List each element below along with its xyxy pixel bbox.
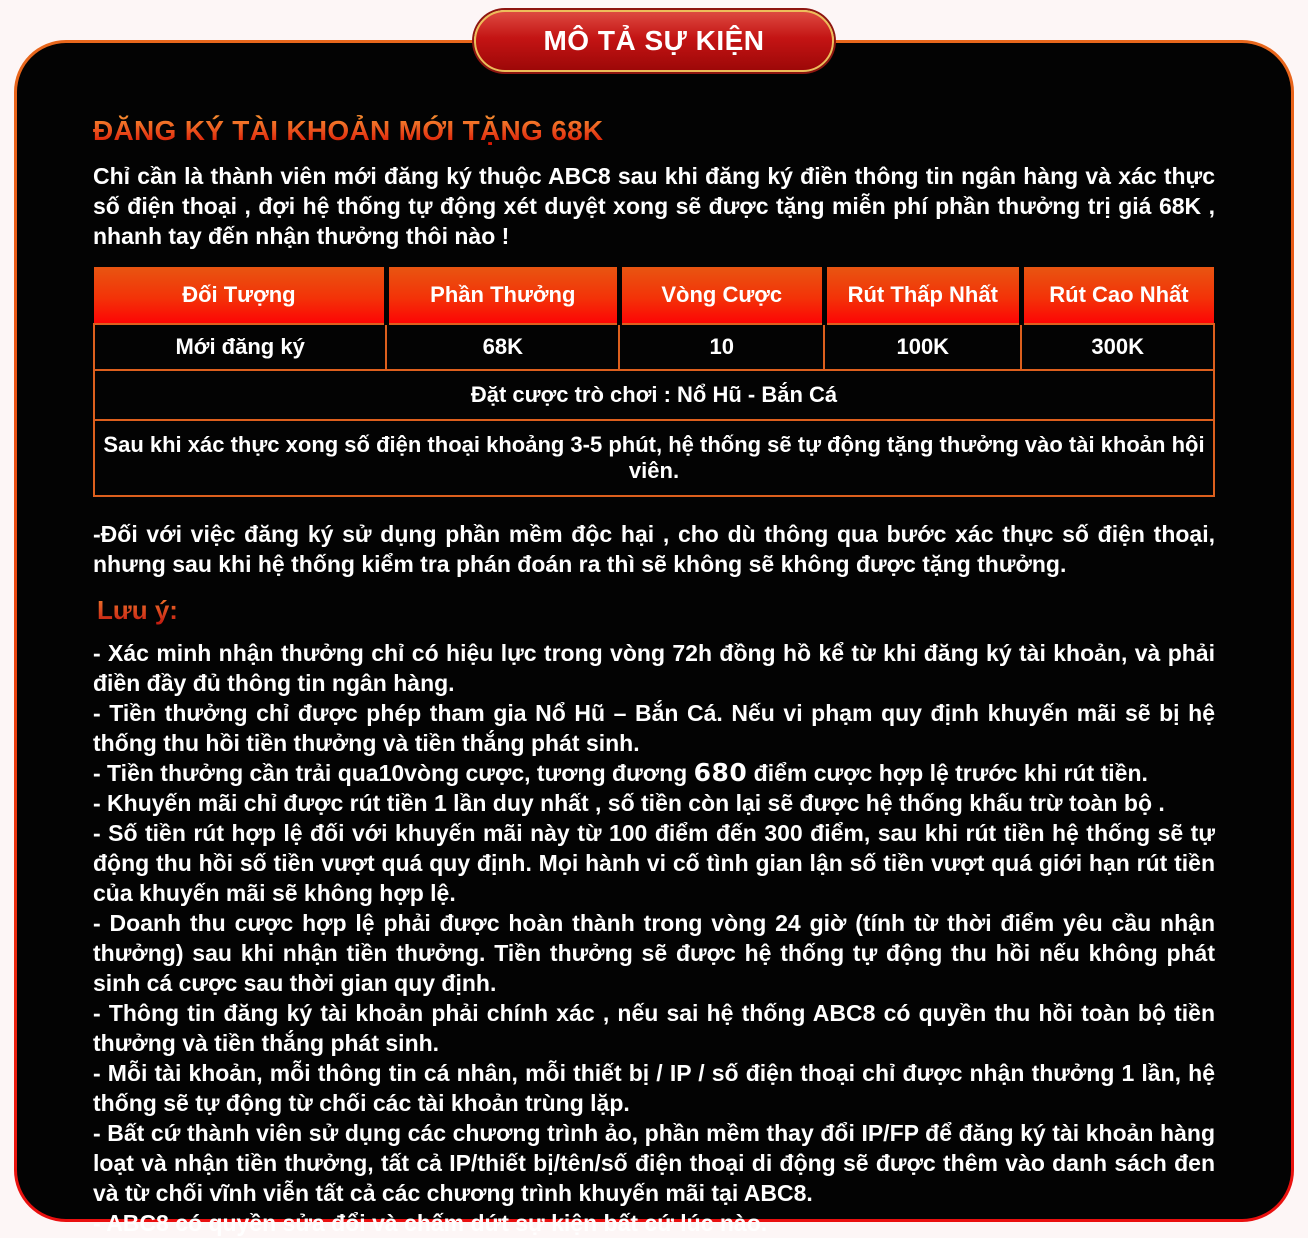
malware-warning: -Đối với việc đăng ký sử dụng phần mềm độc hại , cho dù thông qua bước xác thực số điện thoại, nhưng sau khi hệ thống kiểm tra phán đoán ra thì sẽ không sẽ không được tặng thưởng.	[93, 521, 1215, 577]
promo-intro: Chỉ cần là thành viên mới đăng ký thuộc ABC8 sau khi đăng ký điền thông tin ngân hàng và xác thực số điện thoại , đợi hệ thống tự động xét duyệt xong sẽ được tặng miễn phí phần thưởng trị giá 68K , nhanh tay đến nhận thưởng thôi nào !	[93, 163, 1215, 249]
header-phan-thuong: Phần Thưởng	[386, 267, 619, 324]
reward-table-game-row	[94, 370, 1214, 420]
note-item-one-reward-per-identity: - Mỗi tài khoản, mỗi thông tin cá nhân, mỗi thiết bị / IP / số điện thoại chỉ được nhận thưởng 1 lần, hệ thống sẽ tự động từ chối các tài khoản trùng lặp.	[93, 1060, 1215, 1116]
event-panel	[17, 43, 1291, 1236]
header-vong-cuoc: Vòng Cược	[619, 267, 824, 324]
cell-phan-thuong: 68K	[386, 324, 619, 370]
cell-time-note: Sau khi xác thực xong số điện thoại khoảng 3-5 phút, hệ thống sẽ tự động tặng thưởng vào tài khoản hội viên.	[94, 420, 1214, 496]
note-wager-points: 680	[693, 758, 748, 787]
cell-rut-cao-nhat: 300K	[1021, 324, 1214, 370]
promo-title: ĐĂNG KÝ TÀI KHOẢN MỚI TẶNG 68K	[93, 115, 604, 146]
notes-list	[93, 638, 1215, 1238]
event-description-badge	[474, 10, 834, 72]
cell-game-note: Đặt cược trò chơi : Nổ Hũ - Bắn Cá	[94, 370, 1214, 420]
note-item-right-to-modify: - ABC8 có quyền sửa đổi và chấm dứt sự kiện bất cứ lúc nào.	[93, 1210, 768, 1236]
header-rut-thap-nhat: Rút Thấp Nhất	[824, 267, 1021, 324]
notes-title: Lưu ý:	[97, 595, 178, 625]
cell-doi-tuong: Mới đăng ký	[94, 324, 386, 370]
note-item-verify-72h: - Xác minh nhận thưởng chỉ có hiệu lực trong vòng 72h đồng hồ kể từ khi đăng ký tài khoản, và phải điền đầy đủ thông tin ngân hàng.	[93, 640, 1215, 696]
reward-table	[93, 267, 1215, 497]
header-rut-cao-nhat: Rút Cao Nhất	[1021, 267, 1214, 324]
note-item-single-withdrawal: - Khuyến mãi chỉ được rút tiền 1 lần duy nhất , số tiền còn lại sẽ được hệ thống khấu trừ toàn bộ .	[93, 790, 1165, 816]
note-item-turnover-24h: - Doanh thu cược hợp lệ phải được hoàn thành trong vòng 24 giờ (tính từ thời điểm yêu cầu nhận thưởng) sau khi nhận tiền thưởng. Tiền thưởng sẽ được hệ thống tự động thu hồi nếu không phát sinh cá cược sau thời gian quy định.	[93, 910, 1215, 996]
reward-table-header-row	[94, 267, 1214, 324]
note-item-wager-requirement	[93, 758, 1215, 788]
reward-table-data-row	[94, 324, 1214, 370]
header-doi-tuong: Đối Tượng	[94, 267, 386, 324]
note-item-blacklist-abuse: - Bất cứ thành viên sử dụng các chương trình ảo, phần mềm thay đổi IP/FP để đăng ký tài khoản hàng loạt và nhận tiền thưởng, tất cả IP/thiết bị/tên/số điện thoại di động sẽ được thêm vào danh sách đen và từ chối vĩnh viễn tất cả các chương trình khuyến mãi tại ABC8.	[93, 1120, 1215, 1206]
note-item-withdraw-limits: - Số tiền rút hợp lệ đối với khuyến mãi này từ 100 điểm đến 300 điểm, sau khi rút tiền hệ thống sẽ tự động thu hồi số tiền vượt quá quy định. Mọi hành vi cố tình gian lận số tiền vượt quá giới hạn rút tiền của khuyến mãi sẽ không hợp lệ.	[93, 820, 1215, 906]
note-item-games-allowed: - Tiền thưởng chỉ được phép tham gia Nổ Hũ – Bắn Cá. Nếu vi phạm quy định khuyến mãi sẽ bị hệ thống thu hồi tiền thưởng và tiền thắng phát sinh.	[93, 700, 1215, 756]
note-wager-post: điểm cược hợp lệ trước khi rút tiền.	[747, 760, 1148, 786]
note-wager-pre: - Tiền thưởng cần trải qua10vòng cược, tương đương	[93, 760, 694, 786]
note-item-accurate-info: - Thông tin đăng ký tài khoản phải chính xác , nếu sai hệ thống ABC8 có quyền thu hồi toàn bộ tiền thưởng và tiền thắng phát sinh.	[93, 1000, 1215, 1056]
cell-vong-cuoc: 10	[619, 324, 824, 370]
event-description-badge-label: MÔ TẢ SỰ KIỆN	[543, 25, 765, 56]
cell-rut-thap-nhat: 100K	[824, 324, 1021, 370]
reward-table-time-row	[94, 420, 1214, 496]
event-panel-border	[14, 40, 1294, 1236]
